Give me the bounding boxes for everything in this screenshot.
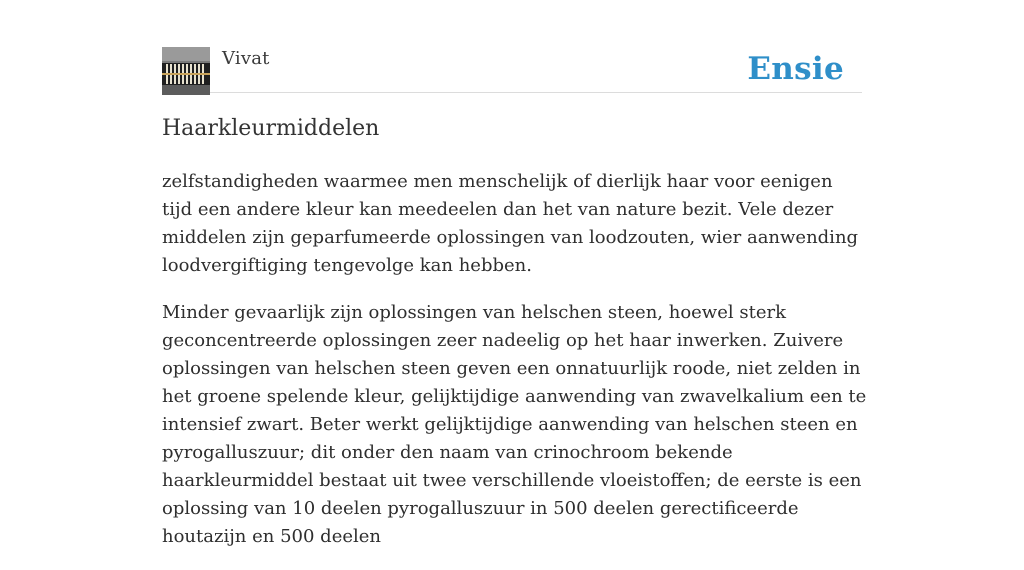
author-name[interactable]: Vivat xyxy=(222,48,270,69)
header xyxy=(162,44,862,93)
article-paragraph: zelfstandigheden waarmee men menschelijk of dierlijk haar voor eenigen tijd een andere kleur kan meedeelen dan het van nature bezit. Vele dezer middelen zijn geparfumeerde oplossingen van loodzouten, wier aanwending loodvergiftiging tengevolge kan hebben. xyxy=(162,171,859,276)
author-avatar[interactable] xyxy=(162,47,210,95)
brand-logo[interactable]: Ensie xyxy=(747,51,844,87)
article-title: Haarkleurmiddelen xyxy=(162,116,380,141)
books-avatar-icon xyxy=(162,47,210,95)
article-body xyxy=(162,168,867,570)
article-paragraph: Minder gevaarlijk zijn oplossingen van helschen steen, hoewel sterk geconcentreerde oplossingen zeer nadeelig op het haar inwerken. Zuivere oplossingen van helschen steen geven een onnatuurlijk roode, niet zelden in het groene spelende kleur, gelijktijdige aanwending van zwavelkalium een te intensief zwart. Beter werkt gelijktijdige aanwending van helschen steen en pyrogalluszuur; dit onder den naam van crinochroom bekende haarkleurmiddel bestaat uit twee verschillende vloeistoffen; de eerste is een oplossing van 10 deelen pyrogalluszuur in 500 deelen gerectificeerde houtazijn en 500 deelen xyxy=(162,302,867,547)
